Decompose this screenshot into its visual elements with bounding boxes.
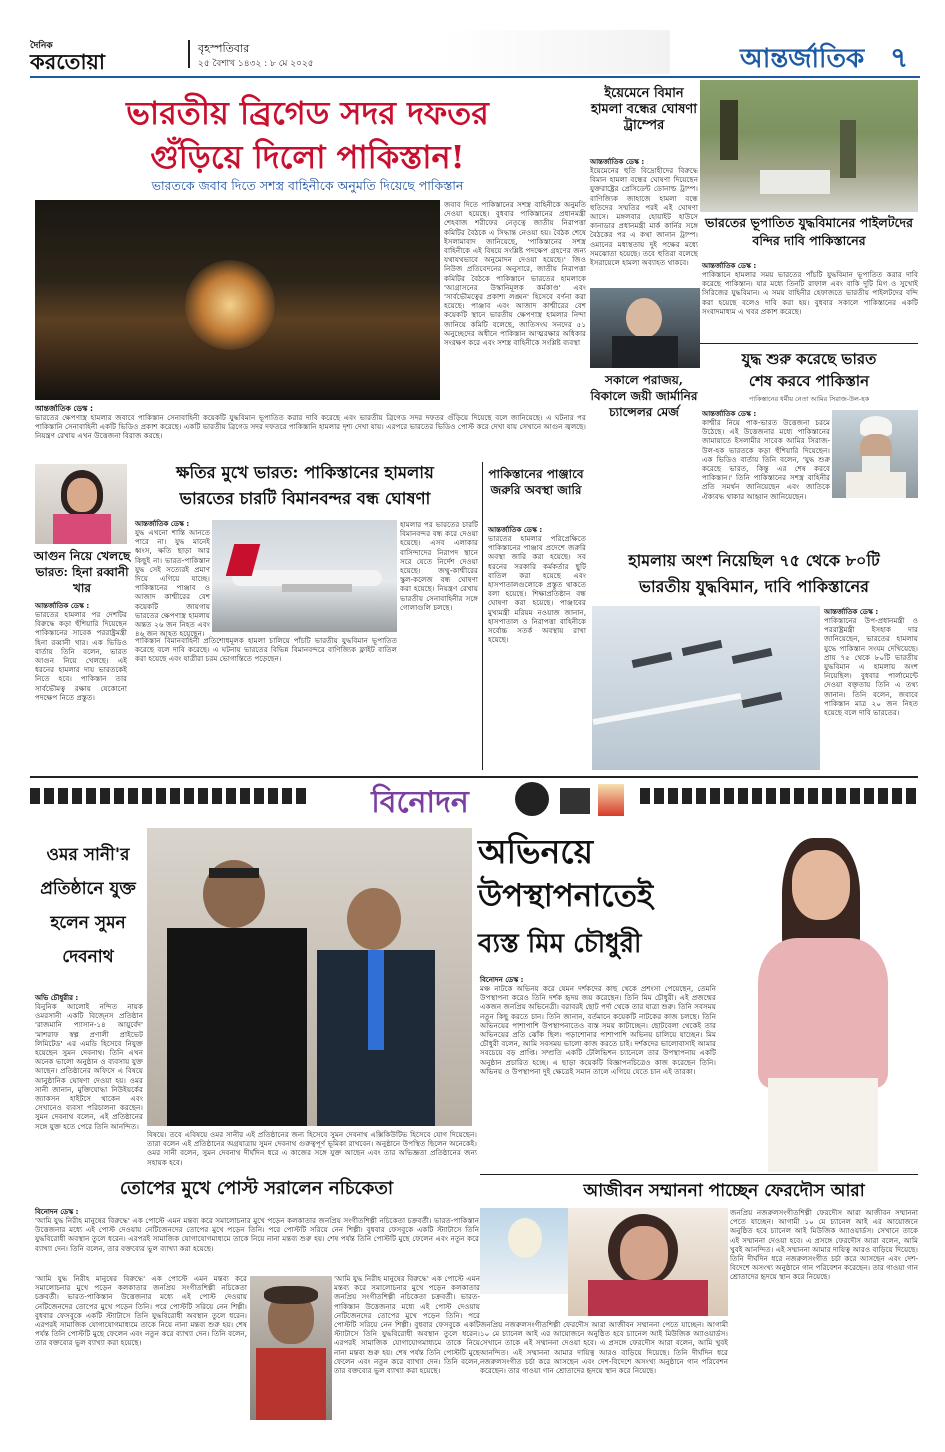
suman-lanyard	[368, 950, 384, 1050]
jet-1	[632, 652, 673, 668]
airports-headline-line1: ক্ষতির মুখে ভারত: পাকিস্তানের হামলায়	[176, 463, 434, 482]
ferdous-rule	[480, 1174, 918, 1175]
mim-text: মঞ্চ নাটকে অভিনয় করে যেমন দর্শকদের কাছ থেকে প্রশংসা পেয়েছেন, তেমনি উপস্থাপনা করেও তিনি দর্শক হৃদয় জয় করেছেন। তিনি মিম চৌধুরী। এই প্রজন্মের একজন জনপ্রিয় অভিনেত্রী। বরাবরই ছোট পর্দা থেকে তার যাত্রা শুরু। তিনি সবসময় নতুন কিছু করতে চান। তিনি জানান, বর্তমানে কয়েকটি নাটকের কাজ চলছে। তিনি অভিনয়ের পাশাপাশি উপস্থাপনাতেও ব্যস্ত সময় কাটাচ্ছেন। ছোটবেলা থেকেই তার অভিনয়ের প্রতি ঝোঁক ছিল। পড়াশোনার পাশাপাশি অভিনয় চালিয়ে যাচ্ছেন। মিম চৌধুরী বলেন, আমি সবসময় ভালো কাজ করতে চাই। দর্শকদের ভালোবাসাই আমার সবচেয়ে বড় প্রাপ্তি। সম্প্রতি একটি টেলিভিশন চ্যানেলে তার উপস্থাপনায় একটি অনুষ্ঠান প্রচারিত হচ্ছে। এ ছাড়া কয়েকটি বিজ্ঞাপনচিত্রেও কাজ করেছেন তিনি। অভিনয় ও উপস্থাপনা দুই ক্ষেত্রেই সমান তালে এগিয়ে যেতে চান এই তারকা।	[480, 984, 716, 1076]
masthead-date: ২৫ বৈশাখ ১৪৩২ : ৮ মে ২০২৫	[198, 59, 314, 69]
lead-headline-line1: ভারতীয় ব্রিগেড সদর দফতর	[126, 94, 489, 132]
nachiketa-dateline: বিনোদন ডেস্ক :	[35, 1208, 79, 1216]
binodon-title: বিনোদন	[371, 785, 469, 820]
nachiketa-text-3: 'আমি যুদ্ধ নিরীহ মানুষের বিরুদ্ধে' এক পোস্টে এমন মন্তব্য করে সমালোচনার মুখে পড়েন কলকাতার জনপ্রিয় সংগীতশিল্পী নচিকেতা চক্রবর্তী। ভারত-পাকিস্তান উত্তেজনার মধ্যে এই পোস্ট দেওয়ায় নেটিজেনদের তোপের মুখে পড়েন তিনি। পরে পোস্টটি সরিয়ে নেন শিল্পী। বুধবার ফেসবুকে একটি স্ট্যাটাসে তিনি যুদ্ধবিরোধী অবস্থান তুলে ধরেন। এরপরই সামাজিক যোগাযোগমাধ্যমে তাকে নিয়ে নানা মন্তব্য শুরু হয়। শেষ পর্যন্ত তিনি পোস্টটি মুছে ফেলেন এবং নতুন করে ব্যাখ্যা দেন। তিনি বলেন, তার বক্তব্যের ভুল ব্যাখ্যা করা হয়েছে।	[334, 1274, 480, 1376]
hina-face	[67, 478, 97, 512]
aircraft-photo	[212, 520, 397, 632]
war-headline-line2: শেষ করবে পাকিস্তান	[748, 372, 870, 390]
lead-side-text: জবাব দিতে পাকিস্তানের সশস্ত্র বাহিনীকে অনুমতি দেওয়া হয়েছে। বুধবার পাকিস্তানের প্রধানমন্ত্রী শেহবাজ শরীফের নেতৃত্বে জাতীয় নিরাপত্তা কমিটির বৈঠকে এ সিদ্ধান্ত নেওয়া হয়। বৈঠক শেষে ইসলামাবাদ জানিয়েছে, 'পাকিস্তানের সশস্ত্র বাহিনীকে এই বিষয়ে সংশ্লিষ্ট পদক্ষেপ গ্রহণের জন্য যথাযথভাবে অনুমোদন দেওয়া হয়েছে।' জিও নিউজ প্রতিবেদনের অনুসারে, জাতীয় নিরাপত্তা কমিটির বৈঠকে পাকিস্তানে ভারতের হামলাকে 'আগ্রাসনের উস্কানিমূলক কর্মকাণ্ড' এবং 'সার্বভৌমত্বের প্রকাশ্য লঙ্ঘন' হিসেবে বর্ণনা করা হয়েছে। পাঞ্জাব এবং আজাদ কাশ্মীরের বেশ কয়েকটি স্থানে ভারতীয় ক্ষেপণাস্ত্র হামলার নিন্দা জানিয়ে কমিটি বলেছে, জাতিসংঘ সনদের ৫১ অনুচ্ছেদের অধীনে পাকিস্তান আত্মরক্ষার অধিকার সংরক্ষণ করে এবং সশস্ত্র বাহিনীকে সংশ্লিষ্ট ব্যবস্থা	[444, 200, 586, 348]
omar-text-bottom: বিষয়ে। তবে এবিষয়ে ওমর সানীর এই প্রতিষ্ঠানের জন্য হিসেবে সুমন দেবনাথ এক্সিকিউটিভ হিসেবে যোগ দিয়েছেন। তারা বলেন এই প্রতিষ্ঠানের অগ্রযাত্রায় সুমন দেবনাথ গুরুত্বপূর্ণ ভূমিকা রাখবেন। অনুষ্ঠানে উপস্থিত ছিলেন অনেকেই। ওমর সানী বলেন, সুমন দেবনাথ দীর্ঘদিন ধরে এ কাজের সঙ্গে যুক্ত আছেন এবং তার অভিজ্ঞতা প্রতিষ্ঠানের জন্য সহায়ক হবে।	[147, 1130, 477, 1167]
world-map-decoration	[440, 30, 670, 74]
war-kicker: পাকিস্তানের ধর্মীয় নেতা আমির সিরাজ-উল-হক	[748, 395, 870, 403]
lead-photo-explosion	[35, 200, 440, 400]
hina-dateline: আন্তর্জাতিক ডেস্ক :	[35, 602, 90, 610]
hina-headline: আগুন নিয়ে খেলছে ভারত: হিনা রব্বানী খার	[33, 549, 131, 595]
war-dateline: আন্তর্জাতিক ডেস্ক :	[702, 410, 757, 418]
mim-blouse	[758, 938, 888, 1088]
ferdous-headline: আজীবন সম্মাননা পাচ্ছেন ফেরদৌস আরা	[583, 1181, 865, 1201]
binodon-banner	[30, 776, 918, 828]
ferdous-saree	[588, 1280, 708, 1316]
airports-dateline: আন্তর্জাতিক ডেস্ক :	[135, 520, 190, 528]
soldier-figure	[720, 100, 738, 160]
jets-dateline: আন্তর্জাতিক ডেস্ক :	[824, 608, 879, 616]
hina-dress	[53, 514, 111, 544]
nachiketa-text: 'আমি যুদ্ধ নিরীহ মানুষের বিরুদ্ধে' এক পোস্টে এমন মন্তব্য করে সমালোচনার মুখে পড়েন কলকাতার জনপ্রিয় সংগীতশিল্পী নচিকেতা চক্রবর্তী। ভারত-পাকিস্তান উত্তেজনার মধ্যে এই পোস্ট দেওয়ায় নেটিজেনদের তোপের মুখে পড়েন তিনি। পরে পোস্টটি সরিয়ে নেন শিল্পী। বুধবার ফেসবুকে একটি স্ট্যাটাসে তিনি যুদ্ধবিরোধী অবস্থান তুলে ধরেন। এরপরই সামাজিক যোগাযোগমাধ্যমে তাকে নিয়ে নানা মন্তব্য শুরু হয়। শেষ পর্যন্ত তিনি পোস্টটি মুছে ফেলেন এবং নতুন করে ব্যাখ্যা দেন। তিনি বলেন, তার বক্তব্যের ভুল ব্যাখ্যা করা হয়েছে।	[35, 1216, 479, 1253]
jet-2	[682, 640, 723, 656]
war-text: কাশ্মীর নিয়ে পাক-ভারত উত্তেজনা চরমে উঠেছে। এই উত্তেজনার মধ্যে পাকিস্তানের জামায়াতে ইসলামীর সাবেক আমির সিরাজ-উল-হক ভারতকে কড়া হুঁশিয়ারি দিয়েছেন। এক ভিডিও বার্তায় তিনি বলেন, 'যুদ্ধ শুরু করেছে ভারত, কিন্তু এর শেষ করবে পাকিস্তান।' তিনি পাকিস্তানের সশস্ত্র বাহিনীর প্রতি সমর্থন জানিয়েছেন এবং জাতিকে ঐক্যবদ্ধ থাকার আহ্বান জানিয়েছেন।	[702, 418, 830, 501]
fighter-jets-photo	[592, 606, 820, 770]
nachiketa-headline: তোপের মুখে পোস্ট সরালেন নচিকেতা	[119, 1178, 394, 1199]
column-rule	[482, 462, 483, 770]
merz-photo	[590, 288, 700, 368]
mim-skirt	[768, 1078, 878, 1172]
brand-logo: করতোয়া	[30, 49, 105, 74]
bulb-photo	[480, 1208, 568, 1294]
yemen-text: ইয়েমেনের হুতি বিদ্রোহীদের বিরুদ্ধে বিমান হামলা বন্ধের ঘোষণা দিয়েছেন যুক্তরাষ্ট্রের প্রেসিডেন্ট ডোনাল্ড ট্রাম্প। বাণিজ্যিক জাহাজে হামলা বন্ধে হুতিদের সম্মতির পরই এই ঘোষণা আসে। মঙ্গলবার হোয়াইট হাউসে কানাডার প্রধানমন্ত্রী মার্ক কার্নির সঙ্গে বৈঠকের পর এ কথা জানান ট্রাম্প। ওমানের মধ্যস্থতায় দুই পক্ষের মধ্যে সমঝোতা হয়েছে। তবে হুতিরা বলেছে ইসরায়েলে হামলা অব্যাহত থাকবে।	[590, 166, 698, 268]
germany-headline: সকালে পরাজয়, বিকালে জয়ী জার্মানির চ্যান্সেলর মের্জ	[590, 373, 698, 419]
war-headline-line1: যুদ্ধ শুরু করেছে ভারত	[741, 350, 877, 368]
clapperboard-icon	[560, 788, 590, 814]
omar-sherwani	[167, 928, 307, 1126]
nachiketa-text-2: 'আমি যুদ্ধ নিরীহ মানুষের বিরুদ্ধে' এক পোস্টে এমন মন্তব্য করে সমালোচনার মুখে পড়েন কলকাতার জনপ্রিয় সংগীতশিল্পী নচিকেতা চক্রবর্তী। ভারত-পাকিস্তান উত্তেজনার মধ্যে এই পোস্ট দেওয়ায় নেটিজেনদের তোপের মুখে পড়েন তিনি। পরে পোস্টটি সরিয়ে নেন শিল্পী। বুধবার ফেসবুকে একটি স্ট্যাটাসে তিনি যুদ্ধবিরোধী অবস্থান তুলে ধরেন। এরপরই সামাজিক যোগাযোগমাধ্যমে তাকে নিয়ে নানা মন্তব্য শুরু হয়। শেষ পর্যন্ত তিনি পোস্টটি মুছে ফেলেন এবং নতুন করে ব্যাখ্যা দেন। তিনি বলেন, তার বক্তব্যের ভুল ব্যাখ্যা করা হয়েছে।	[35, 1274, 247, 1348]
war-rule	[700, 343, 918, 344]
omar-dateline: অভি চৌধুরীর :	[35, 994, 79, 1002]
lead-subhead: ভারতকে জবাব দিতে সশস্ত্র বাহিনীকে অনুমতি দিয়েছে পাকিস্তান	[151, 178, 464, 193]
merz-suit	[612, 336, 678, 368]
brand-small: দৈনিক	[30, 41, 53, 51]
jets-headline-line1: হামলায় অংশ নিয়েছিল ৭৫ থেকে ৮০টি	[628, 551, 880, 570]
lead-headline-line2: গুঁড়িয়ে দিলো পাকিস্তান!	[150, 138, 465, 176]
merz-face	[626, 298, 662, 338]
masthead-rule	[30, 76, 920, 78]
lead-bottom-text: ভারতের ক্ষেপণাস্ত্র হামলার জবাবে পাকিস্তান সেনাবাহিনী কয়েকটি যুদ্ধবিমান ভূপাতিত করার দাবি করেছে এবং ভারতীয় ব্রিগেড সদর দফতর গুঁড়িয়ে দিয়েছে বলে জানিয়েছে। এ ঘটনার পর পাকিস্তানি সেনাবাহিনী একটি ভিডিও প্রকাশ করেছে। একটি ভারতীয় ব্রিগেড সদর দফতরে পাকিস্তানি হামলার দৃশ্য দেখা যায়। এরপরে ভারতের ভিডিও পোস্ট করে দেখা যায় সেখানে আগুন জ্বলছে। নিয়ন্ত্রণ রেখায় এখন উত্তেজনা বিরাজ করছে।	[35, 413, 586, 441]
film-strip-right	[640, 788, 918, 804]
smoke-trail	[593, 693, 742, 725]
jet-4	[742, 692, 783, 708]
omar-headline: ওমর সানী'র প্রতিষ্ঠানে যুক্ত হলেন সুমন দেবনাথ	[40, 845, 136, 967]
mim-headline-line2: উপস্থাপনাতেই	[478, 878, 654, 914]
nachiketa-shirt	[256, 1348, 326, 1420]
hina-photo	[35, 464, 127, 544]
siraj-clothes	[846, 472, 906, 498]
ferdous-face	[620, 1226, 668, 1280]
aircraft-wing	[282, 584, 352, 592]
yemen-dateline: আন্তর্জাতিক ডেস্ক :	[590, 158, 645, 166]
masthead-divider	[188, 40, 190, 68]
yemen-headline: ইয়েমেনে বিমান হামলা বন্ধের ঘোষণা ট্রাম্পের	[590, 86, 698, 133]
hina-text: ভারতের হামলার পর দেশটির বিরুদ্ধে কড়া হুঁশিয়ারি দিয়েছেন পাকিস্তানের সাবেক পররাষ্ট্রমন্ত্রী হিনা রব্বানী খার। এক ভিডিও বার্তায় তিনি বলেন, ভারত আগুন নিয়ে খেলছে। এই ধরনের হামলার দায় ভারতকেই নিতে হবে। পাকিস্তান তার সার্বভৌমত্ব রক্ষায় যেকোনো পদক্ষেপ নিতে প্রস্তুত।	[35, 610, 127, 702]
pilots-text: পাকিস্তানে হামলার সময় ভারতের পাঁচটি যুদ্ধবিমান ভূপাতিত করার দাবি করেছে পাকিস্তান। যার মধ্যে তিনটি রাফাল এবং বাকি দুটি মিগ ও সুখোই সিরিজের যুদ্ধবিমান। এ সময় বাহিনীর হেফাজতে ভারতীয় পাইলটদের বন্দি করা হয়েছে বলেও দাবি করা হয়। বুধবার সকালে পাকিস্তানের একটি সংবাদমাধ্যম এ খবর প্রকাশ করেছে।	[702, 270, 918, 316]
cap	[860, 416, 892, 436]
explosion-glow	[185, 260, 275, 350]
punjab-dateline: আন্তর্জাতিক ডেস্ক :	[488, 526, 543, 534]
jets-text: পাকিস্তানের উপ-প্রধানমন্ত্রী ও পররাষ্ট্রমন্ত্রী ইসহাক দার জানিয়েছেন, ভারতের হামলায় যুদ্ধে পাকিস্তান সংযম দেখিয়েছে। প্রায় ৭৫ থেকে ৮০টি ভারতীয় যুদ্ধবিমান এ হামলায় অংশ নিয়েছিল। বুধবার পার্লামেন্টে দেওয়া বক্তৃতায় তিনি এ তথ্য জানান। তিনি বলেন, জবাবে পাকিস্তান মাত্র ২০ জন নিহত হয়েছে বলে দাবি ভারতের।	[824, 616, 918, 718]
wreckage	[760, 170, 830, 194]
airports-text-right: হামলার পর ভারতের চারটি বিমানবন্দর বন্ধ করে দেওয়া হয়েছে। এসব এলাকার বাসিন্দাদের নিরাপদ স্থানে সরে যেতে নির্দেশ দেওয়া হয়েছে। জম্মু-কাশ্মীরের স্কুল-কলেজ বন্ধ ঘোষণা করা হয়েছে। নিয়ন্ত্রণ রেখায় ভারতীয় সেনাবাহিনীর সঙ্গে গোলাগুলি চলছে।	[400, 520, 478, 612]
mim-photo	[718, 828, 918, 1172]
mim-dateline: বিনোদন ডেস্ক :	[480, 976, 524, 984]
omar-suman-photo	[147, 828, 472, 1126]
page-number: ৭	[890, 41, 909, 74]
ferdous-photo	[568, 1208, 728, 1316]
crash-site-photo	[700, 80, 918, 212]
jet-3	[732, 648, 773, 664]
mim-headline-line3: ব্যস্ত মিম চৌধুরী	[478, 929, 642, 959]
section-title: আন্তর্জাতিক	[740, 44, 865, 74]
omar-text: বিনুনিক আলোই নন্দিত নায়ক ওমরসানী একটি বিজ্নেস প্রতিষ্ঠান 'রাজমানি প্যাসান-১৪ আয়ুর্বেদ' 'মাশরাফ স্বল্প প্রণালী প্রাইভেট লিমিটেড' এর এমডি হিসেবে নিযুক্ত হয়েছেন সুমন দেবনাথ। তিনি এখন অনেক ভালো অনুষ্ঠান ও ব্যবসায় যুক্ত আছেন। প্রতিষ্ঠানের অফিসে এ বিষয়ে আনুষ্ঠানিক ঘোষণা দেওয়া হয়। ওমর সানী জানান, মুক্তিযোদ্ধা নিউইয়র্কের জ্যাকসন হাইটসে থাকেন এবং সেখানেও ব্যবসা পরিচালনা করছেন। সুমন দেবনাথ বলেন, এই প্রতিষ্ঠানের সঙ্গে যুক্ত হতে পেরে তিনি আনন্দিত।	[35, 1002, 143, 1131]
mim-face	[792, 850, 850, 920]
airports-text-bottom: পাকিস্তান বিমানবাহিনী প্রতিশোধমূলক হামলা চালিয়ে পাঁচটি ভারতীয় যুদ্ধবিমান ভূপাতিত করেছে বলে দাবি করেছে। এ ঘটনায় ভারতের বিভিন্ন বিমানবন্দরে বাণিজ্যিক ফ্লাইট বাতিল করা হয়েছে এবং যাত্রীরা চরম ভোগান্তিতে পড়েছেন।	[135, 636, 397, 664]
nachiketa-photo	[250, 1276, 332, 1420]
masthead-weekday: বৃহস্পতিবার	[198, 42, 250, 55]
popcorn-icon	[598, 784, 624, 816]
ferdous-text-2: জনপ্রিয় নজরুলসংগীতশিল্পী ফেরদৌস আরা আজীবন সম্মাননা পেতে যাচ্ছেন। আগামী ১০ মে চ্যানেল আই এর আয়োজনে অনুষ্ঠিত হবে চ্যানেল আই মিউজিক অ্যাওয়ার্ডস। সেখানে তাকে এই সম্মাননা দেওয়া হবে। এ প্রসঙ্গে ফেরদৌস আরা বলেন, আমি খুবই আনন্দিত। এই সম্মাননা আমার দায়িত্ব আরও বাড়িয়ে দিয়েছে। তিনি দীর্ঘদিন ধরে নজরুলসংগীত চর্চা করে আসছেন এবং দেশ-বিদেশে অসংখ্য অনুষ্ঠানে গান পরিবেশন করেছেন। তার গাওয়া গান শ্রোতাদের হৃদয়ে স্থান করে নিয়েছে।	[480, 1320, 728, 1376]
mim-headline-line1: অভিনয়ে	[478, 832, 594, 871]
punjab-headline: পাকিস্তানের পাঞ্জাবে জরুরি অবস্থা জারি	[488, 467, 584, 497]
pilots-headline: ভারতের ভূপাতিত যুদ্ধবিমানের পাইলটদের বন্দির দাবি পাকিস্তানের	[705, 215, 913, 248]
nachiketa-hair	[264, 1286, 318, 1304]
soldier-figure-2	[840, 120, 856, 178]
lead-dateline: আন্তর্জাতিক ডেস্ক :	[35, 404, 94, 413]
jets-headline-line2: ভারতীয় যুদ্ধবিমান, দাবি পাকিস্তানের	[639, 577, 869, 596]
punjab-text: ভারতের হামলার পরিপ্রেক্ষিতে পাকিস্তানের পাঞ্জাব প্রদেশে জরুরি অবস্থা জারি করা হয়েছে। সব ধরনের সরকারি কর্মকর্তার ছুটি বাতিল করা হয়েছে এবং হাসপাতালগুলোকে প্রস্তুত থাকতে বলা হয়েছে। শিক্ষাপ্রতিষ্ঠান বন্ধ ঘোষণা করা হয়েছে। পাঞ্জাবের মুখ্যমন্ত্রী মরিয়ম নওয়াজ জানান, হাসপাতাল ও নিরাপত্তা বাহিনীকে সর্বোচ্চ সতর্ক অবস্থায় রাখা হয়েছে।	[488, 534, 586, 645]
ferdous-text: জনপ্রিয় নজরুলসংগীতশিল্পী ফেরদৌস আরা আজীবন সম্মাননা পেতে যাচ্ছেন। আগামী ১০ মে চ্যানেল আই এর আয়োজনে অনুষ্ঠিত হবে চ্যানেল আই মিউজিক অ্যাওয়ার্ডস। সেখানে তাকে এই সম্মাননা দেওয়া হবে। এ প্রসঙ্গে ফেরদৌস আরা বলেন, আমি খুবই আনন্দিত। এই সম্মাননা আমার দায়িত্ব আরও বাড়িয়ে দিয়েছে। তিনি দীর্ঘদিন ধরে নজরুলসংগীত চর্চা করে আসছেন এবং দেশ-বিদেশে অসংখ্য অনুষ্ঠানে গান পরিবেশন করেছেন। তার গাওয়া গান শ্রোতাদের হৃদয়ে স্থান করে নিয়েছে।	[730, 1208, 918, 1282]
airports-text: যুদ্ধ এখনো শান্তি আনতে পারে না। যুদ্ধ মানেই ধ্বংস, ক্ষতি ছাড়া আর কিছুই না। ভারত-পাকিস্তান যুদ্ধ সেই সত্যেরই প্রমাণ দিয়ে এগিয়ে যাচ্ছে। পাকিস্তানের পাঞ্জাব ও আজাদ কাশ্মীরের বেশ কয়েকটি জায়গায় ভারতের ক্ষেপণাস্ত্র হামলায় অন্তত ২৬ জন নিহত এবং ৪৬ জন আহত হয়েছেন।	[135, 528, 210, 639]
suman-face	[347, 888, 401, 950]
airports-headline-line2: ভারতের চারটি বিমানবন্দর বন্ধ ঘোষণা	[179, 489, 431, 508]
film-strip-left	[30, 788, 310, 804]
film-reel-icon	[515, 782, 549, 816]
omar-glasses	[209, 868, 259, 878]
bulb-shape	[508, 1218, 542, 1258]
siraj-photo	[832, 410, 918, 498]
pilots-dateline: আন্তর্জাতিক ডেস্ক :	[702, 262, 757, 270]
